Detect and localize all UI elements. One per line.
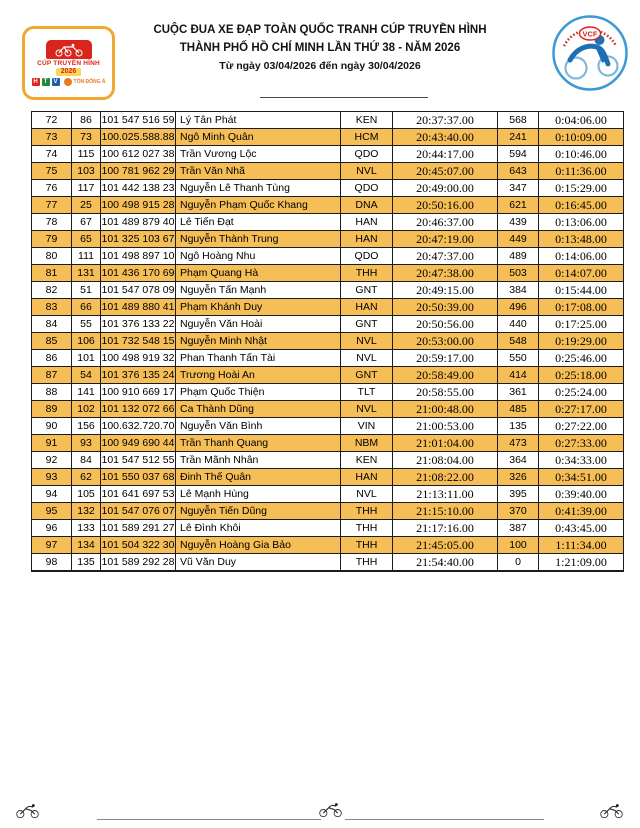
rank-cell: 88 — [32, 384, 72, 401]
rider-name-cell: Phạm Quốc Thiện — [176, 384, 341, 401]
total-time-cell: 21:00:53.00 — [393, 418, 498, 435]
points-cell: 503 — [498, 265, 539, 282]
time-gap-cell: 0:19:29.00 — [539, 333, 624, 350]
time-gap-cell: 1:21:09.00 — [539, 554, 624, 571]
team-code-cell: NVL — [341, 350, 393, 367]
table-row — [32, 486, 624, 503]
rider-name-cell: Trần Vương Lộc — [176, 146, 341, 163]
rank-cell: 83 — [32, 299, 72, 316]
points-cell: 384 — [498, 282, 539, 299]
uci-id-cell: 101 547 076 07 — [101, 503, 176, 520]
uci-id-cell: 101 550 037 68 — [101, 469, 176, 486]
team-code-cell: NVL — [341, 333, 393, 350]
rank-cell: 75 — [32, 163, 72, 180]
results-table — [31, 111, 624, 572]
total-time-cell: 20:47:19.00 — [393, 231, 498, 248]
bib-number-cell: 117 — [72, 180, 101, 197]
bib-number-cell: 135 — [72, 554, 101, 571]
time-gap-cell: 0:15:44.00 — [539, 282, 624, 299]
bib-number-cell: 141 — [72, 384, 101, 401]
table-row — [32, 265, 624, 282]
htv-letter-v: V — [53, 79, 58, 85]
rank-cell: 94 — [32, 486, 72, 503]
time-gap-cell: 0:34:33.00 — [539, 452, 624, 469]
total-time-cell: 20:58:49.00 — [393, 367, 498, 384]
table-row — [32, 384, 624, 401]
team-code-cell: HAN — [341, 214, 393, 231]
team-code-cell: NVL — [341, 486, 393, 503]
points-cell: 100 — [498, 537, 539, 554]
rider-name-cell: Ngô Minh Quân — [176, 129, 341, 146]
logo-sponsor-row — [32, 78, 106, 86]
rider-name-cell: Trần Văn Nhã — [176, 163, 341, 180]
rank-cell: 76 — [32, 180, 72, 197]
rider-name-cell: Lê Đình Khôi — [176, 520, 341, 537]
uci-id-cell: 100.025.588.88 — [101, 129, 176, 146]
time-gap-cell: 0:25:24.00 — [539, 384, 624, 401]
signature-line — [345, 819, 544, 820]
points-cell: 395 — [498, 486, 539, 503]
bib-number-cell: 111 — [72, 248, 101, 265]
cyclist-ornament-icon — [598, 802, 625, 819]
uci-id-cell: 101 547 078 09 — [101, 282, 176, 299]
rider-name-cell: Trương Hoài An — [176, 367, 341, 384]
bib-number-cell: 65 — [72, 231, 101, 248]
time-gap-cell: 0:17:25.00 — [539, 316, 624, 333]
table-row — [32, 537, 624, 554]
points-cell: 326 — [498, 469, 539, 486]
table-row — [32, 503, 624, 520]
bib-number-cell: 132 — [72, 503, 101, 520]
total-time-cell: 20:49:15.00 — [393, 282, 498, 299]
team-code-cell: QDO — [341, 146, 393, 163]
bib-number-cell: 66 — [72, 299, 101, 316]
table-row — [32, 554, 624, 571]
bib-number-cell: 86 — [72, 112, 101, 129]
team-code-cell: NVL — [341, 401, 393, 418]
rank-cell: 82 — [32, 282, 72, 299]
team-code-cell: QDO — [341, 180, 393, 197]
rider-name-cell: Trần Thanh Quang — [176, 435, 341, 452]
team-code-cell: QDO — [341, 248, 393, 265]
table-row — [32, 435, 624, 452]
rank-cell: 74 — [32, 146, 72, 163]
team-code-cell: THH — [341, 265, 393, 282]
team-code-cell: THH — [341, 537, 393, 554]
bib-number-cell: 102 — [72, 401, 101, 418]
time-gap-cell: 1:11:34.00 — [539, 537, 624, 554]
team-code-cell: HCM — [341, 129, 393, 146]
total-time-cell: 20:44:17.00 — [393, 146, 498, 163]
time-gap-cell: 0:14:07.00 — [539, 265, 624, 282]
team-code-cell: KEN — [341, 452, 393, 469]
bib-number-cell: 131 — [72, 265, 101, 282]
rank-cell: 78 — [32, 214, 72, 231]
rider-name-cell: Nguyễn Lê Thanh Tùng — [176, 180, 341, 197]
rider-name-cell: Phạm Quang Hà — [176, 265, 341, 282]
team-code-cell: THH — [341, 554, 393, 571]
team-code-cell: THH — [341, 503, 393, 520]
rank-cell: 97 — [32, 537, 72, 554]
points-cell: 387 — [498, 520, 539, 537]
bib-number-cell: 106 — [72, 333, 101, 350]
total-time-cell: 20:47:38.00 — [393, 265, 498, 282]
rank-cell: 89 — [32, 401, 72, 418]
bib-number-cell: 55 — [72, 316, 101, 333]
rider-name-cell: Lý Tân Phát — [176, 112, 341, 129]
total-time-cell: 20:43:40.00 — [393, 129, 498, 146]
uci-id-cell: 100 781 962 29 — [101, 163, 176, 180]
uci-id-cell: 100 498 915 28 — [101, 197, 176, 214]
team-code-cell: TLT — [341, 384, 393, 401]
title-line-3: Từ ngày 03/04/2026 đến ngày 30/04/2026 — [219, 60, 421, 72]
rank-cell: 92 — [32, 452, 72, 469]
rank-cell: 84 — [32, 316, 72, 333]
points-cell: 361 — [498, 384, 539, 401]
rider-name-cell: Đinh Thế Quân — [176, 469, 341, 486]
total-time-cell: 20:59:17.00 — [393, 350, 498, 367]
document-title — [120, 23, 520, 73]
rider-name-cell: Nguyễn Thành Trung — [176, 231, 341, 248]
cyclist-ornament-icon — [14, 802, 41, 819]
bib-number-cell: 73 — [72, 129, 101, 146]
table-row — [32, 299, 624, 316]
rank-cell: 85 — [32, 333, 72, 350]
table-row — [32, 316, 624, 333]
signature-line — [97, 819, 321, 820]
total-time-cell: 21:08:22.00 — [393, 469, 498, 486]
rider-name-cell: Lê Mạnh Hùng — [176, 486, 341, 503]
points-cell: 594 — [498, 146, 539, 163]
total-time-cell: 21:00:48.00 — [393, 401, 498, 418]
bib-number-cell: 134 — [72, 537, 101, 554]
points-cell: 347 — [498, 180, 539, 197]
rank-cell: 98 — [32, 554, 72, 571]
uci-id-cell: 101 325 103 67 — [101, 231, 176, 248]
table-row — [32, 248, 624, 265]
total-time-cell: 20:45:07.00 — [393, 163, 498, 180]
time-gap-cell: 0:17:08.00 — [539, 299, 624, 316]
table-row — [32, 401, 624, 418]
time-gap-cell: 0:34:51.00 — [539, 469, 624, 486]
rider-name-cell: Ngô Hoàng Nhu — [176, 248, 341, 265]
uci-id-cell: 100.632.720.70 — [101, 418, 176, 435]
rider-name-cell: Nguyễn Văn Bình — [176, 418, 341, 435]
table-row — [32, 146, 624, 163]
bib-number-cell: 101 — [72, 350, 101, 367]
time-gap-cell: 0:16:45.00 — [539, 197, 624, 214]
uci-id-cell: 101 132 072 66 — [101, 401, 176, 418]
time-gap-cell: 0:27:33.00 — [539, 435, 624, 452]
total-time-cell: 20:46:37.00 — [393, 214, 498, 231]
table-row — [32, 129, 624, 146]
uci-id-cell: 101 489 879 40 — [101, 214, 176, 231]
total-time-cell: 20:37:37.00 — [393, 112, 498, 129]
table-row — [32, 197, 624, 214]
rank-cell: 91 — [32, 435, 72, 452]
bib-number-cell: 156 — [72, 418, 101, 435]
points-cell: 0 — [498, 554, 539, 571]
results-table-body — [32, 112, 624, 571]
points-cell: 135 — [498, 418, 539, 435]
rank-cell: 86 — [32, 350, 72, 367]
logo-title-text: CÚP TRUYỀN HÌNH — [37, 60, 100, 67]
time-gap-cell: 0:13:48.00 — [539, 231, 624, 248]
points-cell: 496 — [498, 299, 539, 316]
uci-id-cell: 100 910 669 17 — [101, 384, 176, 401]
vcf-federation-logo — [551, 14, 629, 92]
cup-truyen-hinh-logo — [22, 26, 115, 100]
team-code-cell: KEN — [341, 112, 393, 129]
points-cell: 473 — [498, 435, 539, 452]
points-cell: 550 — [498, 350, 539, 367]
rank-cell: 95 — [32, 503, 72, 520]
time-gap-cell: 0:25:18.00 — [539, 367, 624, 384]
team-code-cell: GNT — [341, 282, 393, 299]
team-code-cell: HAN — [341, 469, 393, 486]
uci-id-cell: 101 589 292 28 — [101, 554, 176, 571]
rider-name-cell: Nguyễn Hoàng Gia Bảo — [176, 537, 341, 554]
total-time-cell: 21:08:04.00 — [393, 452, 498, 469]
table-row — [32, 367, 624, 384]
team-code-cell: NVL — [341, 163, 393, 180]
team-code-cell: GNT — [341, 316, 393, 333]
table-row — [32, 350, 624, 367]
rider-name-cell: Trần Mãnh Nhân — [176, 452, 341, 469]
cyclist-ornament-icon — [317, 801, 344, 818]
sponsor-dot-icon — [64, 78, 72, 86]
team-code-cell: GNT — [341, 367, 393, 384]
table-row — [32, 112, 624, 129]
total-time-cell: 20:53:00.00 — [393, 333, 498, 350]
bib-number-cell: 67 — [72, 214, 101, 231]
uci-id-cell: 100 612 027 38 — [101, 146, 176, 163]
points-cell: 414 — [498, 367, 539, 384]
uci-id-cell: 101 489 880 41 — [101, 299, 176, 316]
rider-name-cell: Lê Tiến Đạt — [176, 214, 341, 231]
table-row — [32, 231, 624, 248]
points-cell: 440 — [498, 316, 539, 333]
uci-id-cell: 101 641 697 53 — [101, 486, 176, 503]
bib-number-cell: 133 — [72, 520, 101, 537]
table-row — [32, 418, 624, 435]
uci-id-cell: 101 376 135 24 — [101, 367, 176, 384]
bib-number-cell: 93 — [72, 435, 101, 452]
rider-name-cell: Vũ Văn Duy — [176, 554, 341, 571]
total-time-cell: 20:50:16.00 — [393, 197, 498, 214]
team-code-cell: THH — [341, 520, 393, 537]
points-cell: 364 — [498, 452, 539, 469]
total-time-cell: 20:47:37.00 — [393, 248, 498, 265]
rider-name-cell: Phan Thanh Tấn Tài — [176, 350, 341, 367]
points-cell: 489 — [498, 248, 539, 265]
vcf-cyclist-icon — [551, 14, 629, 92]
uci-id-cell: 101 547 516 59 — [101, 112, 176, 129]
tv-cyclist-emblem-icon — [46, 40, 92, 59]
team-code-cell: HAN — [341, 231, 393, 248]
htv-letter-h: H — [33, 79, 38, 85]
total-time-cell: 20:58:55.00 — [393, 384, 498, 401]
points-cell: 643 — [498, 163, 539, 180]
total-time-cell: 20:50:56.00 — [393, 316, 498, 333]
bib-number-cell: 103 — [72, 163, 101, 180]
uci-id-cell: 101 732 548 15 — [101, 333, 176, 350]
table-row — [32, 333, 624, 350]
time-gap-cell: 0:27:22.00 — [539, 418, 624, 435]
bib-number-cell: 105 — [72, 486, 101, 503]
table-row — [32, 163, 624, 180]
total-time-cell: 20:50:39.00 — [393, 299, 498, 316]
time-gap-cell: 0:14:06.00 — [539, 248, 624, 265]
points-cell: 568 — [498, 112, 539, 129]
sponsor-name-text: TÔN ĐÔNG Á — [73, 79, 106, 85]
htv-letter-t: T — [42, 78, 50, 86]
rank-cell: 80 — [32, 248, 72, 265]
total-time-cell: 21:13:11.00 — [393, 486, 498, 503]
time-gap-cell: 0:11:36.00 — [539, 163, 624, 180]
uci-id-cell: 101 436 170 69 — [101, 265, 176, 282]
time-gap-cell: 0:10:46.00 — [539, 146, 624, 163]
rider-name-cell: Phạm Khánh Duy — [176, 299, 341, 316]
bib-number-cell: 25 — [72, 197, 101, 214]
team-code-cell: HAN — [341, 299, 393, 316]
uci-id-cell: 101 442 138 23 — [101, 180, 176, 197]
uci-id-cell: 101 376 133 22 — [101, 316, 176, 333]
rider-name-cell: Nguyễn Tấn Mạnh — [176, 282, 341, 299]
table-row — [32, 469, 624, 486]
points-cell: 485 — [498, 401, 539, 418]
bib-number-cell: 62 — [72, 469, 101, 486]
vcf-label: VCF — [582, 29, 598, 39]
bib-number-cell: 84 — [72, 452, 101, 469]
uci-id-cell: 101 498 897 10 — [101, 248, 176, 265]
time-gap-cell: 0:04:06.00 — [539, 112, 624, 129]
points-cell: 621 — [498, 197, 539, 214]
title-line-2: THÀNH PHỐ HỒ CHÍ MINH LẦN THỨ 38 - NĂM 2026 — [179, 42, 461, 54]
time-gap-cell: 0:10:09.00 — [539, 129, 624, 146]
team-code-cell: NBM — [341, 435, 393, 452]
uci-id-cell: 100 498 919 32 — [101, 350, 176, 367]
points-cell: 370 — [498, 503, 539, 520]
table-row — [32, 214, 624, 231]
rider-name-cell: Nguyễn Văn Hoài — [176, 316, 341, 333]
time-gap-cell: 0:25:46.00 — [539, 350, 624, 367]
points-cell: 241 — [498, 129, 539, 146]
title-line-1: CUỘC ĐUA XE ĐẠP TOÀN QUỐC TRANH CÚP TRUYỀN HÌNH — [153, 24, 487, 36]
rank-cell: 93 — [32, 469, 72, 486]
uci-id-cell: 101 547 512 55 — [101, 452, 176, 469]
time-gap-cell: 0:39:40.00 — [539, 486, 624, 503]
time-gap-cell: 0:43:45.00 — [539, 520, 624, 537]
table-row — [32, 180, 624, 197]
team-code-cell: DNA — [341, 197, 393, 214]
total-time-cell: 20:49:00.00 — [393, 180, 498, 197]
rank-cell: 72 — [32, 112, 72, 129]
rank-cell: 79 — [32, 231, 72, 248]
bib-number-cell: 115 — [72, 146, 101, 163]
rank-cell: 81 — [32, 265, 72, 282]
rank-cell: 96 — [32, 520, 72, 537]
cyclists-icon — [51, 43, 87, 57]
points-cell: 439 — [498, 214, 539, 231]
table-row — [32, 452, 624, 469]
points-cell: 548 — [498, 333, 539, 350]
total-time-cell: 21:15:10.00 — [393, 503, 498, 520]
time-gap-cell: 0:41:39.00 — [539, 503, 624, 520]
uci-id-cell: 101 504 322 30 — [101, 537, 176, 554]
uci-id-cell: 101 589 291 27 — [101, 520, 176, 537]
total-time-cell: 21:45:05.00 — [393, 537, 498, 554]
logo-year-text: 2026 — [56, 68, 82, 76]
table-row — [32, 520, 624, 537]
time-gap-cell: 0:13:06.00 — [539, 214, 624, 231]
table-row — [32, 282, 624, 299]
time-gap-cell: 0:27:17.00 — [539, 401, 624, 418]
title-underline — [260, 97, 428, 98]
total-time-cell: 21:01:04.00 — [393, 435, 498, 452]
total-time-cell: 21:54:40.00 — [393, 554, 498, 571]
total-time-cell: 21:17:16.00 — [393, 520, 498, 537]
team-code-cell: VIN — [341, 418, 393, 435]
bib-number-cell: 51 — [72, 282, 101, 299]
bib-number-cell: 54 — [72, 367, 101, 384]
rank-cell: 90 — [32, 418, 72, 435]
rider-name-cell: Ca Thành Dũng — [176, 401, 341, 418]
time-gap-cell: 0:15:29.00 — [539, 180, 624, 197]
rank-cell: 73 — [32, 129, 72, 146]
rider-name-cell: Nguyễn Phạm Quốc Khang — [176, 197, 341, 214]
rank-cell: 87 — [32, 367, 72, 384]
points-cell: 449 — [498, 231, 539, 248]
rider-name-cell: Nguyễn Tiến Dũng — [176, 503, 341, 520]
uci-id-cell: 100 949 690 44 — [101, 435, 176, 452]
rank-cell: 77 — [32, 197, 72, 214]
rider-name-cell: Nguyễn Minh Nhật — [176, 333, 341, 350]
